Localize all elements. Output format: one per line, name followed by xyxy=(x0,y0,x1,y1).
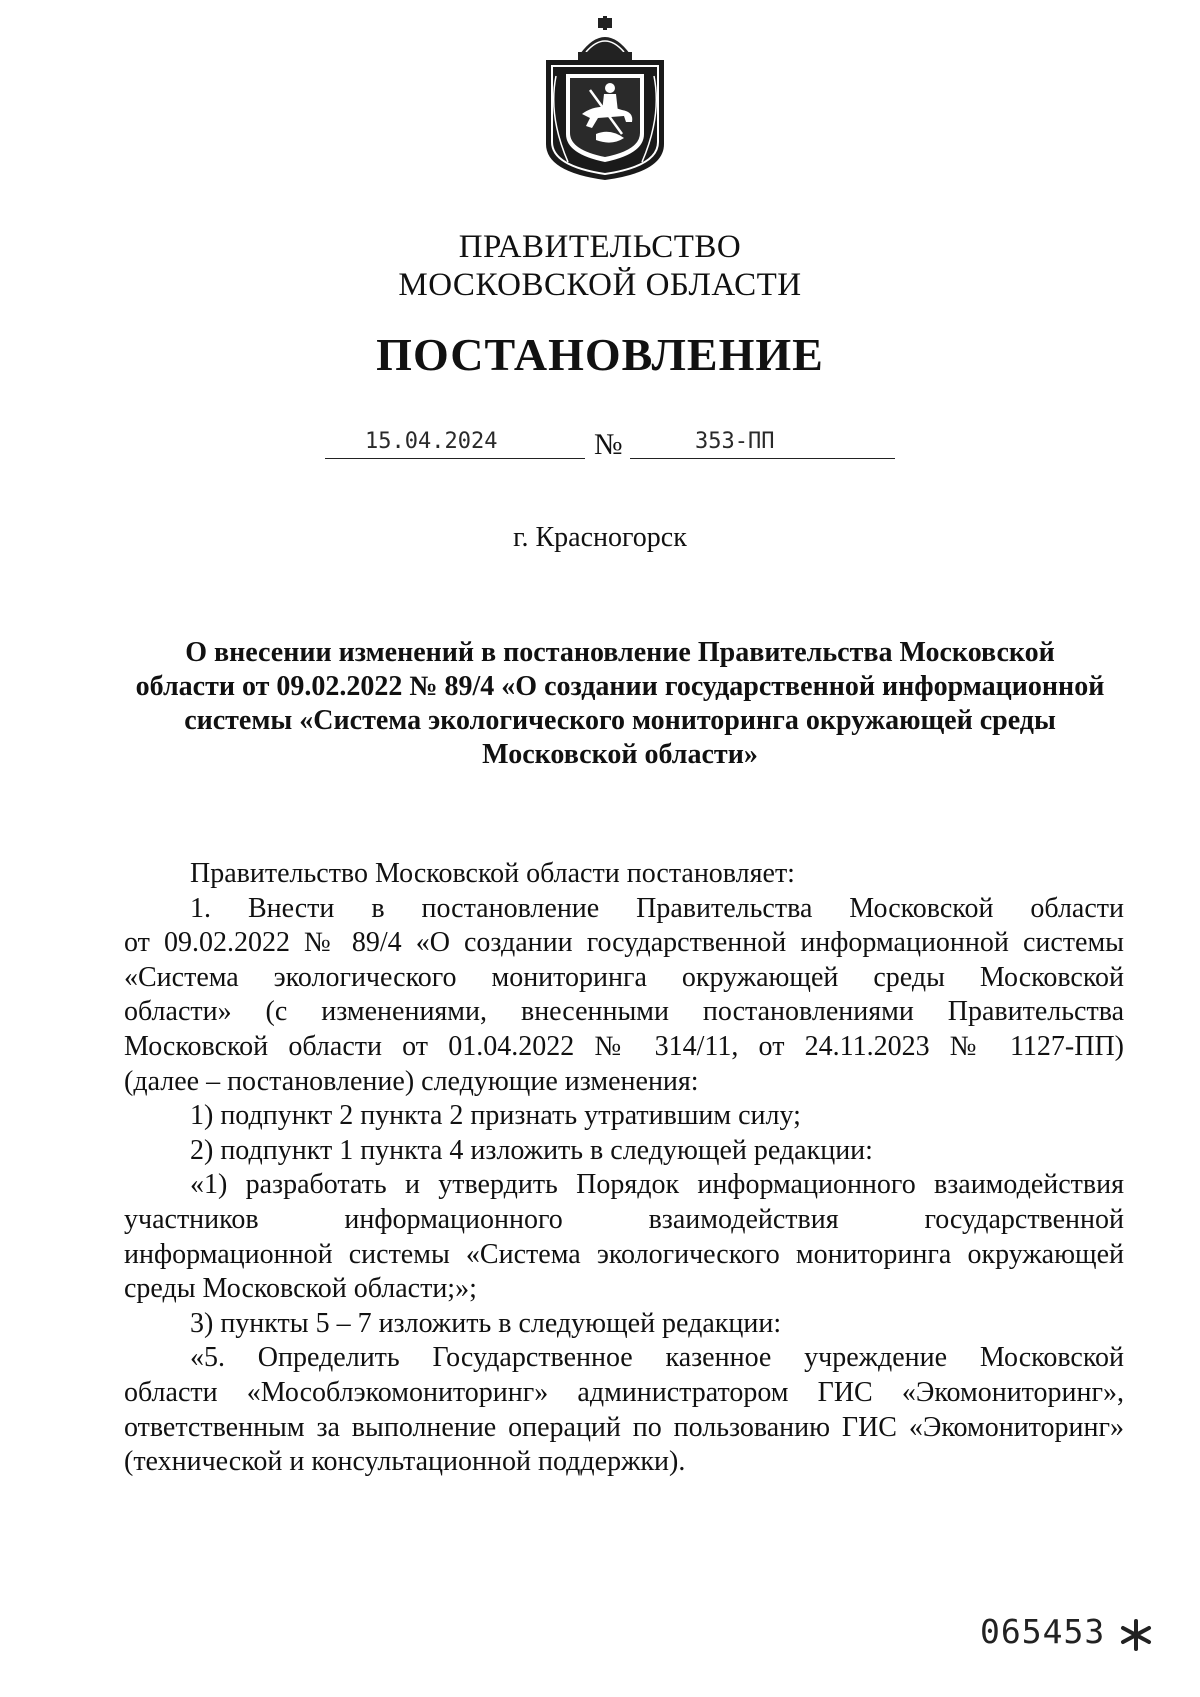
document-body xyxy=(124,857,1124,1480)
text-line: 3) пункты 5 – 7 изложить в следующей редакции: xyxy=(190,1307,782,1339)
text-line: Московской области от 01.04.2022 № 314/11, от 24.11.2023 № 1127-ПП) xyxy=(124,1030,1124,1062)
subitem-3-paragraph xyxy=(124,1307,1124,1342)
organization-name-line2: МОСКОВСКОЙ ОБЛАСТИ xyxy=(398,267,802,303)
document-date: 15.04.2024 xyxy=(365,429,498,454)
text-line: информационной системы «Система экологического мониторинга окружающей xyxy=(124,1238,1124,1270)
text-line: ответственным за выполнение операций по пользованию ГИС «Экомониторинг» xyxy=(124,1411,1124,1443)
title-line: системы «Система экологического мониторинга окружающей среды xyxy=(184,705,1056,736)
asterisk-icon xyxy=(1119,1618,1153,1652)
text-line: Правительство Московской области постановляет: xyxy=(190,858,795,889)
document-type: ПОСТАНОВЛЕНИЕ xyxy=(376,329,824,380)
number-field xyxy=(630,430,895,459)
document-title xyxy=(120,636,1120,772)
text-line: (далее – постановление) следующие изменения: xyxy=(124,1065,699,1097)
text-line: от 09.02.2022 № 89/4 «О создании государственной информационной системы xyxy=(124,927,1124,959)
text-line: (технической и консультационной поддержки). xyxy=(124,1446,686,1478)
text-line: среды Московской области;»; xyxy=(124,1273,477,1305)
item-1-paragraph xyxy=(124,892,1124,1100)
text-line: «1) разработать и утвердить Порядок информационного взаимодействия xyxy=(190,1169,1124,1201)
quote-1-paragraph xyxy=(124,1168,1124,1306)
title-line: О внесении изменений в постановление Правительства Московской xyxy=(185,637,1055,668)
text-line: «5. Определить Государственное казенное учреждение Московской xyxy=(190,1342,1124,1374)
text-line: области» (с изменениями, внесенными постановлениями Правительства xyxy=(124,996,1124,1028)
organization-name-line1: ПРАВИТЕЛЬСТВО xyxy=(458,229,742,265)
text-line: участников информационного взаимодействия государственной xyxy=(124,1203,1124,1235)
document-number: 353-ПП xyxy=(695,429,775,454)
text-line: 1. Внести в постановление Правительства Московской области xyxy=(190,892,1124,924)
title-line: Московской области» xyxy=(482,739,758,770)
coat-of-arms-icon xyxy=(538,16,672,182)
intro-paragraph xyxy=(124,857,1124,892)
number-sign: № xyxy=(594,428,623,461)
title-line: области от 09.02.2022 № 89/4 «О создании государственной информационной xyxy=(135,671,1105,702)
date-field xyxy=(325,430,585,459)
city: г. Красногорск xyxy=(513,522,687,553)
serial-number: 065453 xyxy=(980,1612,1106,1651)
subitem-1-paragraph xyxy=(124,1099,1124,1134)
quote-5-paragraph xyxy=(124,1341,1124,1479)
subitem-2-paragraph xyxy=(124,1134,1124,1169)
text-line: 1) подпункт 2 пункта 2 признать утратившим силу; xyxy=(190,1100,801,1132)
text-line: 2) подпункт 1 пункта 4 изложить в следующей редакции: xyxy=(190,1134,873,1166)
text-line: «Система экологического мониторинга окружающей среды Московской xyxy=(124,961,1124,993)
text-line: области «Мособлэкомониторинг» администратором ГИС «Экомониторинг», xyxy=(124,1376,1124,1408)
